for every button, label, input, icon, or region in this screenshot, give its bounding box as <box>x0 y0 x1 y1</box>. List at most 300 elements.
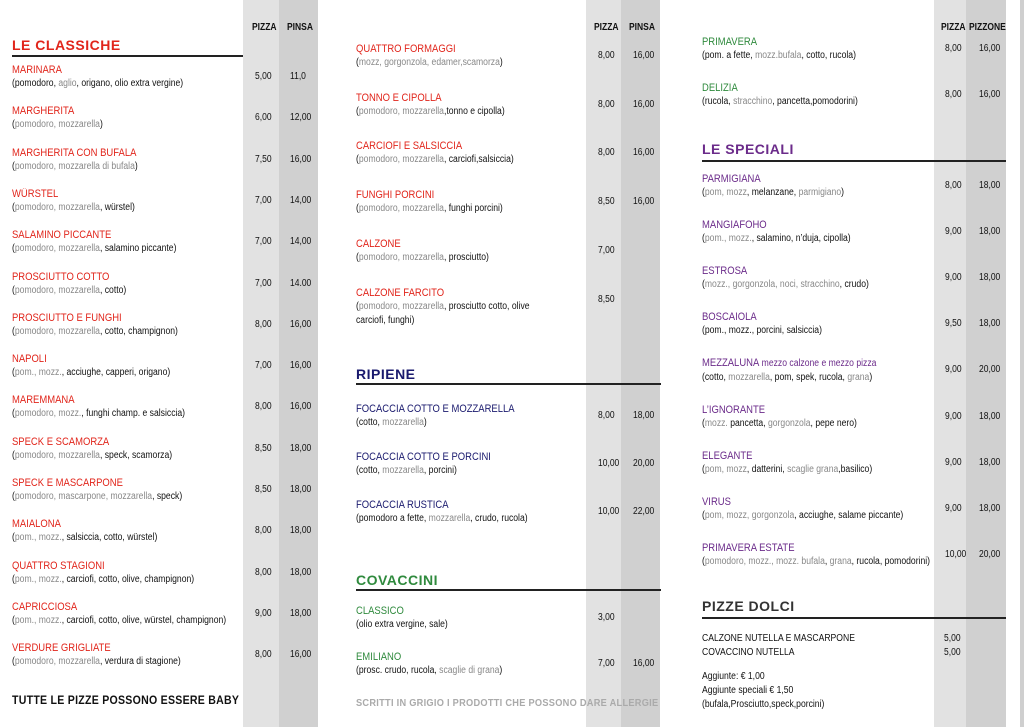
ingredient-text: ( <box>702 555 705 567</box>
item-name-text: QUATTRO STAGIONI <box>12 559 105 572</box>
item-name <box>356 139 514 153</box>
item-name-text: MARGHERITA <box>12 105 75 118</box>
price-pizza: 8,00 <box>255 649 272 661</box>
ingredient-text: ( <box>12 449 15 461</box>
ingredient-text: ( <box>356 300 359 312</box>
list-item <box>12 352 196 380</box>
item-description <box>356 105 505 119</box>
ingredient-text: , pepe nero) <box>810 417 857 429</box>
price-second: 18,00 <box>979 410 1001 422</box>
allergen-text: pomodoro, mozzarella <box>14 449 100 461</box>
ingredient-text: ( <box>12 491 15 502</box>
pizza-header: PIZZA <box>941 22 966 33</box>
price-pizza: 8,00 <box>255 401 272 413</box>
list-item <box>702 495 936 523</box>
allergen-text: pom., mozz. <box>14 532 62 544</box>
price-pizza: 7,00 <box>598 658 615 669</box>
ingredient-text: , acciughe, salame piccante) <box>794 509 904 521</box>
item-name-text: CALZONE FARCITO <box>356 286 445 299</box>
ingredient-text: ( <box>12 284 15 296</box>
item-description <box>12 284 126 298</box>
item-name <box>12 228 176 242</box>
price-pizza: 8,50 <box>598 293 615 305</box>
price-second: 14.00 <box>290 277 312 289</box>
ingredient-text: , speck, scamorza) <box>99 449 173 461</box>
item-name-text: PRIMAVERA ESTATE <box>702 541 795 554</box>
allergen-text: gorgonzola <box>767 417 811 429</box>
item-name <box>702 264 869 278</box>
ingredient-text: ( <box>12 201 15 213</box>
item-name <box>12 63 183 77</box>
list-item <box>702 172 867 200</box>
allergen-text: pomodoro, mozzarella <box>14 656 100 668</box>
item-name <box>356 286 530 300</box>
list-item <box>702 632 855 646</box>
ingredient-text: (pomodoro, <box>12 78 59 89</box>
item-name-text: ELEGANTE <box>702 449 753 462</box>
ingredient-text: , cotto, rucola) <box>801 50 856 61</box>
price-second: 20,00 <box>979 364 1001 376</box>
ingredient-text: ( <box>356 154 359 166</box>
price-pizza: 9,50 <box>945 318 962 330</box>
item-name-text: MARINARA <box>12 64 62 76</box>
item-name-text: L’IGNORANTE <box>702 403 766 416</box>
pinsa-header: PINSA <box>287 22 313 33</box>
item-name <box>702 449 872 463</box>
ingredient-text: ) <box>134 160 138 172</box>
list-item <box>12 600 261 628</box>
price-second: 16,00 <box>633 196 655 208</box>
allergen-text: pom., mozz. <box>14 367 62 379</box>
allergen-text: mozzarella <box>382 417 424 428</box>
item-name <box>12 641 181 655</box>
list-item <box>702 310 841 338</box>
item-name-text: CLASSICO <box>356 605 404 617</box>
list-item <box>702 264 896 292</box>
price-second: 18,00 <box>633 410 655 421</box>
ingredient-text: ( <box>356 57 359 68</box>
price-pizza: 9,00 <box>945 272 962 284</box>
allergen-text: pomodoro, mozzarella <box>14 119 100 131</box>
item-name-text: CALZONE <box>356 237 401 250</box>
price-second: 12,00 <box>290 112 312 124</box>
item-name <box>702 172 844 186</box>
allergen-text: pomodoro, mozzarella <box>14 201 100 213</box>
ingredient-text: , porcini) <box>423 465 457 476</box>
allergen-text: pom, mozz, gorgonzola <box>704 509 795 521</box>
allergen-text: pomodoro, mozzarella di bufala <box>14 160 135 172</box>
ingredient-text: , origano, olio extra vergine) <box>76 78 184 89</box>
ingredient-text: , pom, spek, rucola, <box>769 372 848 384</box>
price-pizza: 9,00 <box>945 456 962 468</box>
ingredient-text: ( <box>356 203 359 215</box>
item-description <box>356 56 503 70</box>
list-item <box>12 476 210 504</box>
allergen-text: mozzarella <box>382 465 424 476</box>
ingredient-text: ( <box>702 187 705 198</box>
price-second: 18,00 <box>290 442 312 454</box>
list-item <box>356 188 527 216</box>
list-item <box>12 641 208 669</box>
price-second: 14,00 <box>290 194 312 206</box>
item-description <box>356 202 503 216</box>
allergen-text: parmigiano <box>798 187 842 198</box>
price-pizza: 7,00 <box>255 277 272 289</box>
allergen-text: pomodoro, mascarpone, mozzarella <box>14 491 153 502</box>
allergen-text: mozz., gorgonzola, noci, stracchino <box>704 279 840 291</box>
item-name-text: MAREMMANA <box>12 394 75 407</box>
item-name <box>702 541 930 555</box>
ingredient-text: , cotto, champignon) <box>99 325 178 337</box>
ingredient-text: ( <box>12 119 15 131</box>
item-description <box>12 407 185 421</box>
allergen-text: pomodoro, mozz., mozz. bufala <box>704 555 825 567</box>
ingredient-text: , datterini, <box>746 463 788 475</box>
list-item <box>12 187 155 215</box>
ingredient-text: (cotto, <box>356 417 383 428</box>
item-description <box>12 118 103 132</box>
ingredient-text: ( <box>702 233 705 245</box>
list-item <box>356 604 463 632</box>
item-name-text: VERDURE GRIGLIATE <box>12 642 111 655</box>
item-name <box>702 35 856 49</box>
item-name <box>12 393 185 407</box>
price-pizza: 8,00 <box>598 98 615 110</box>
list-item <box>356 237 511 265</box>
price-second: 20,00 <box>979 548 1001 560</box>
price-pizza: 8,00 <box>598 147 615 159</box>
item-name <box>356 42 503 56</box>
price-second: 18,00 <box>979 180 1001 191</box>
price-second: 18,00 <box>290 566 312 578</box>
ingredient-text: ) <box>869 372 873 384</box>
price-pizza: 7,00 <box>255 236 272 248</box>
item-name <box>356 604 448 618</box>
item-description <box>12 201 135 215</box>
list-item <box>702 646 795 660</box>
price-pizza: 9,00 <box>945 226 962 238</box>
ingredient-text: , carciofi, cotto, olive, champignon) <box>61 573 195 585</box>
item-name-suffix: mezzo calzone e mezzo pizza <box>759 358 877 370</box>
list-item <box>702 449 900 477</box>
allergen-text: pom., mozz. <box>14 573 62 585</box>
dolci-name: CALZONE NUTELLA E MASCARPONE <box>702 633 855 644</box>
price-second: 16,00 <box>633 50 655 61</box>
ingredient-text: , prosciutto cotto, olive <box>443 300 530 312</box>
item-name-text: WÜRSTEL <box>12 187 59 200</box>
ingredient-text: pancetta, <box>727 417 768 429</box>
list-item <box>356 42 527 70</box>
section-underline <box>356 589 661 591</box>
allergen-text: pomodoro, mozzarella <box>14 325 100 337</box>
list-item <box>12 146 158 174</box>
ingredient-text: , melanzane, <box>746 187 799 198</box>
ingredient-text: , salamino, n’duja, cipolla) <box>751 233 851 245</box>
price-pizza: 10,00 <box>945 548 967 560</box>
item-name <box>12 187 135 201</box>
ingredient-text: , funghi champ. e salsiccia) <box>81 408 186 420</box>
price-second: 16,00 <box>290 153 312 165</box>
price-second: 16,00 <box>633 658 655 669</box>
ingredient-text: , würstel) <box>99 201 135 213</box>
item-description <box>356 300 530 314</box>
item-name-text: FOCACCIA COTTO E MOZZARELLA <box>356 403 515 415</box>
item-description <box>702 278 869 292</box>
price-second: 14,00 <box>290 236 312 248</box>
ingredient-text: ( <box>356 251 359 263</box>
ingredient-text: ,basilico) <box>838 463 873 475</box>
price-pizza: 7,50 <box>255 153 272 165</box>
price-second: 11,0 <box>290 71 306 82</box>
allergen-text: grana <box>847 372 870 384</box>
list-item <box>12 311 205 339</box>
dolci-price: 5,00 <box>944 633 961 644</box>
item-name <box>702 218 851 232</box>
item-name <box>12 146 138 160</box>
list-item <box>12 228 203 256</box>
section-underline <box>702 160 1006 162</box>
list-item <box>702 35 881 63</box>
item-name-text: EMILIANO <box>356 651 402 663</box>
allergen-text: pomodoro, mozzarella <box>358 203 444 215</box>
list-item <box>702 218 875 246</box>
allergen-note: SCRITTI IN GRIGIO I PRODOTTI CHE POSSONO DARE ALLERGIE <box>356 697 659 709</box>
item-description <box>702 324 822 338</box>
ingredient-text: , cotto) <box>99 284 127 296</box>
item-description <box>356 664 502 678</box>
ingredient-text: ,tonno e cipolla) <box>443 105 505 117</box>
price-pizza: 9,00 <box>945 502 962 514</box>
allergen-text: mozz.bufala <box>755 50 802 61</box>
item-description <box>702 509 903 523</box>
ingredient-text: ( <box>12 408 15 420</box>
item-description <box>12 531 157 545</box>
list-item <box>12 393 213 421</box>
ingredient-text: , prosciutto) <box>443 251 489 263</box>
item-description <box>702 463 872 477</box>
ingredient-text: , funghi porcini) <box>443 203 503 215</box>
pizzone-header: PIZZONE <box>969 22 1006 33</box>
allergen-text: mozz. <box>704 417 728 429</box>
price-pizza: 10,00 <box>598 458 620 469</box>
section-underline <box>12 55 243 57</box>
price-second: 18,00 <box>290 484 312 495</box>
item-name-text: MEZZALUNA <box>702 357 760 370</box>
ingredient-text: , carciofi, cotto, olive, würstel, champignon) <box>61 614 227 626</box>
item-description <box>12 449 172 463</box>
price-pizza: 8,00 <box>255 525 272 537</box>
price-second: 18,00 <box>979 456 1001 468</box>
allergen-text: scaglie grana <box>787 463 839 475</box>
item-name-text: DELIZIA <box>702 82 738 94</box>
item-name <box>12 104 103 118</box>
item-name <box>12 559 194 573</box>
item-name <box>356 498 528 512</box>
price-pizza: 3,00 <box>598 612 615 623</box>
item-name-text: MAIALONA <box>12 518 61 531</box>
item-description <box>356 251 489 265</box>
item-name <box>356 91 505 105</box>
price-pizza: 9,00 <box>945 410 962 422</box>
price-second: 16,00 <box>290 649 312 661</box>
item-name <box>356 650 502 664</box>
item-name <box>12 270 126 284</box>
ingredient-text: ( <box>12 656 15 668</box>
ingredient-text: (rucola, <box>702 96 734 107</box>
list-item <box>356 402 540 430</box>
allergen-text: grana <box>829 555 852 567</box>
list-item <box>356 450 513 478</box>
aggiunte-line: Aggiunte: € 1,00 <box>702 671 765 682</box>
list-item <box>12 104 118 132</box>
item-description <box>356 416 515 430</box>
list-item <box>702 81 883 109</box>
price-second: 18,00 <box>979 318 1001 330</box>
item-name <box>702 356 876 371</box>
allergen-text: aglio <box>58 78 77 89</box>
price-second: 16,00 <box>290 318 312 330</box>
item-description <box>12 77 183 91</box>
item-name-text: MARGHERITA CON BUFALA <box>12 146 137 159</box>
baby-note: TUTTE LE PIZZE POSSONO ESSERE BABY <box>12 693 240 707</box>
section-title-speciali: LE SPECIALI <box>702 141 794 157</box>
ingredient-text: ( <box>12 325 15 337</box>
item-name <box>702 495 903 509</box>
item-name-text: PROSCIUTTO COTTO <box>12 270 110 283</box>
ingredient-text: (pom. a fette, <box>702 50 756 61</box>
item-name <box>12 435 172 449</box>
price-pizza: 7,00 <box>598 244 615 256</box>
item-name-text: SPECK E MASCARPONE <box>12 477 123 489</box>
allergen-text: stracchino <box>733 96 773 107</box>
list-item <box>356 139 539 167</box>
price-second: 16,00 <box>633 147 655 159</box>
section-underline <box>356 383 661 385</box>
item-description-cont: carciofi, funghi) <box>356 314 415 326</box>
item-name-text: SPECK E SCAMORZA <box>12 435 110 448</box>
dolci-name: COVACCINO NUTELLA <box>702 647 795 658</box>
list-item <box>356 286 558 328</box>
section-underline <box>702 617 1006 619</box>
item-name <box>702 403 857 417</box>
ingredient-text: , crudo, rucola) <box>470 513 528 524</box>
ingredient-text: (pomodoro a fette, <box>356 513 429 524</box>
item-name <box>356 450 491 464</box>
item-name <box>12 517 157 531</box>
item-name <box>702 310 822 324</box>
ingredient-text: ( <box>12 532 15 544</box>
allergen-text: pomodoro, mozzarella <box>358 154 444 166</box>
price-second: 20,00 <box>633 458 655 469</box>
item-name <box>356 188 503 202</box>
section-title-classiche: LE CLASSICHE <box>12 37 121 53</box>
item-name-text: FOCACCIA RUSTICA <box>356 499 449 511</box>
ingredient-text: (cotto, <box>356 465 383 476</box>
item-name-text: PRIMAVERA <box>702 36 758 48</box>
price-second: 18,00 <box>290 525 312 537</box>
price-second: 16,00 <box>979 43 1001 54</box>
allergen-text: pom., mozz. <box>704 233 752 245</box>
item-description <box>12 160 138 174</box>
price-second: 16,00 <box>290 360 312 372</box>
price-pizza: 8,50 <box>255 442 272 454</box>
item-description <box>12 490 182 504</box>
price-second: 18,00 <box>290 607 312 619</box>
item-description <box>356 153 514 167</box>
item-name <box>12 311 178 325</box>
price-second: 16,00 <box>633 98 655 110</box>
ingredient-text: ( <box>12 367 15 379</box>
allergen-text: pomodoro, mozzarella <box>14 284 100 296</box>
ingredient-text: , carciofi,salsiccia) <box>443 154 514 166</box>
item-name <box>12 352 170 366</box>
ingredient-text: (prosc. crudo, rucola, <box>356 665 440 676</box>
item-name-text: ESTROSA <box>702 265 748 278</box>
ingredient-text: , acciughe, capperi, origano) <box>61 367 171 379</box>
item-description <box>356 464 491 478</box>
item-name-text: NAPOLI <box>12 353 47 366</box>
ingredient-text: ( <box>702 509 705 521</box>
price-second: 18,00 <box>979 502 1001 514</box>
item-description <box>702 417 857 431</box>
price-second: 18,00 <box>979 226 1001 238</box>
price-pizza: 8,00 <box>945 43 962 54</box>
item-name-text: FOCACCIA COTTO E PORCINI <box>356 451 491 463</box>
item-description <box>702 95 858 109</box>
item-description <box>356 618 448 632</box>
list-item <box>12 435 198 463</box>
allergen-text: pomodoro, mozzarella <box>358 300 444 312</box>
aggiunte-line: (bufala,Prosciutto,speck,porcini) <box>702 699 825 710</box>
ingredient-text: , salsiccia, cotto, würstel) <box>61 532 158 544</box>
ingredient-text: , crudo) <box>839 279 869 291</box>
item-name-text: SALAMINO PICCANTE <box>12 229 112 242</box>
item-name-text: FUNGHI PORCINI <box>356 189 435 202</box>
price-pizza: 8,00 <box>255 318 272 330</box>
dolci-price: 5,00 <box>944 647 961 658</box>
price-pizza: 9,00 <box>255 607 272 619</box>
pizza-header: PIZZA <box>594 22 619 33</box>
item-name-text: CAPRICCIOSA <box>12 600 78 613</box>
allergen-text: scaglie di grana <box>439 665 500 676</box>
ingredient-text: ) <box>423 417 427 428</box>
ingredient-text: (pom., mozz., porcini, salsiccia) <box>702 325 822 337</box>
ingredient-text: ( <box>702 417 705 429</box>
item-name-text: BOSCAIOLA <box>702 311 757 324</box>
list-item <box>702 356 905 385</box>
price-pizza: 9,00 <box>945 364 962 376</box>
list-item <box>356 498 556 526</box>
ingredient-text: ( <box>12 573 15 585</box>
ingredient-text: , verdura di stagione) <box>99 656 181 668</box>
ingredient-text: (olio extra vergine, sale) <box>356 619 448 630</box>
item-description <box>12 366 170 380</box>
item-name-text: MANGIAFOHO <box>702 219 767 232</box>
price-pizza: 6,00 <box>255 112 272 124</box>
allergen-text: mozz, gorgonzola, edamer,scamorza <box>358 57 500 68</box>
list-item <box>702 403 882 431</box>
ingredient-text: ( <box>12 243 15 255</box>
item-description <box>702 186 844 200</box>
allergen-text: pom, mozz <box>704 187 747 198</box>
item-name-text: QUATTRO FORMAGGI <box>356 43 456 55</box>
ingredient-text: ) <box>499 665 503 676</box>
item-name-text: VIRUS <box>702 495 731 508</box>
allergen-text: mozzarella <box>428 513 471 524</box>
item-description <box>12 655 181 669</box>
aggiunte-line: Aggiunte speciali € 1,50 <box>702 685 794 696</box>
price-pizza: 7,00 <box>255 194 272 206</box>
